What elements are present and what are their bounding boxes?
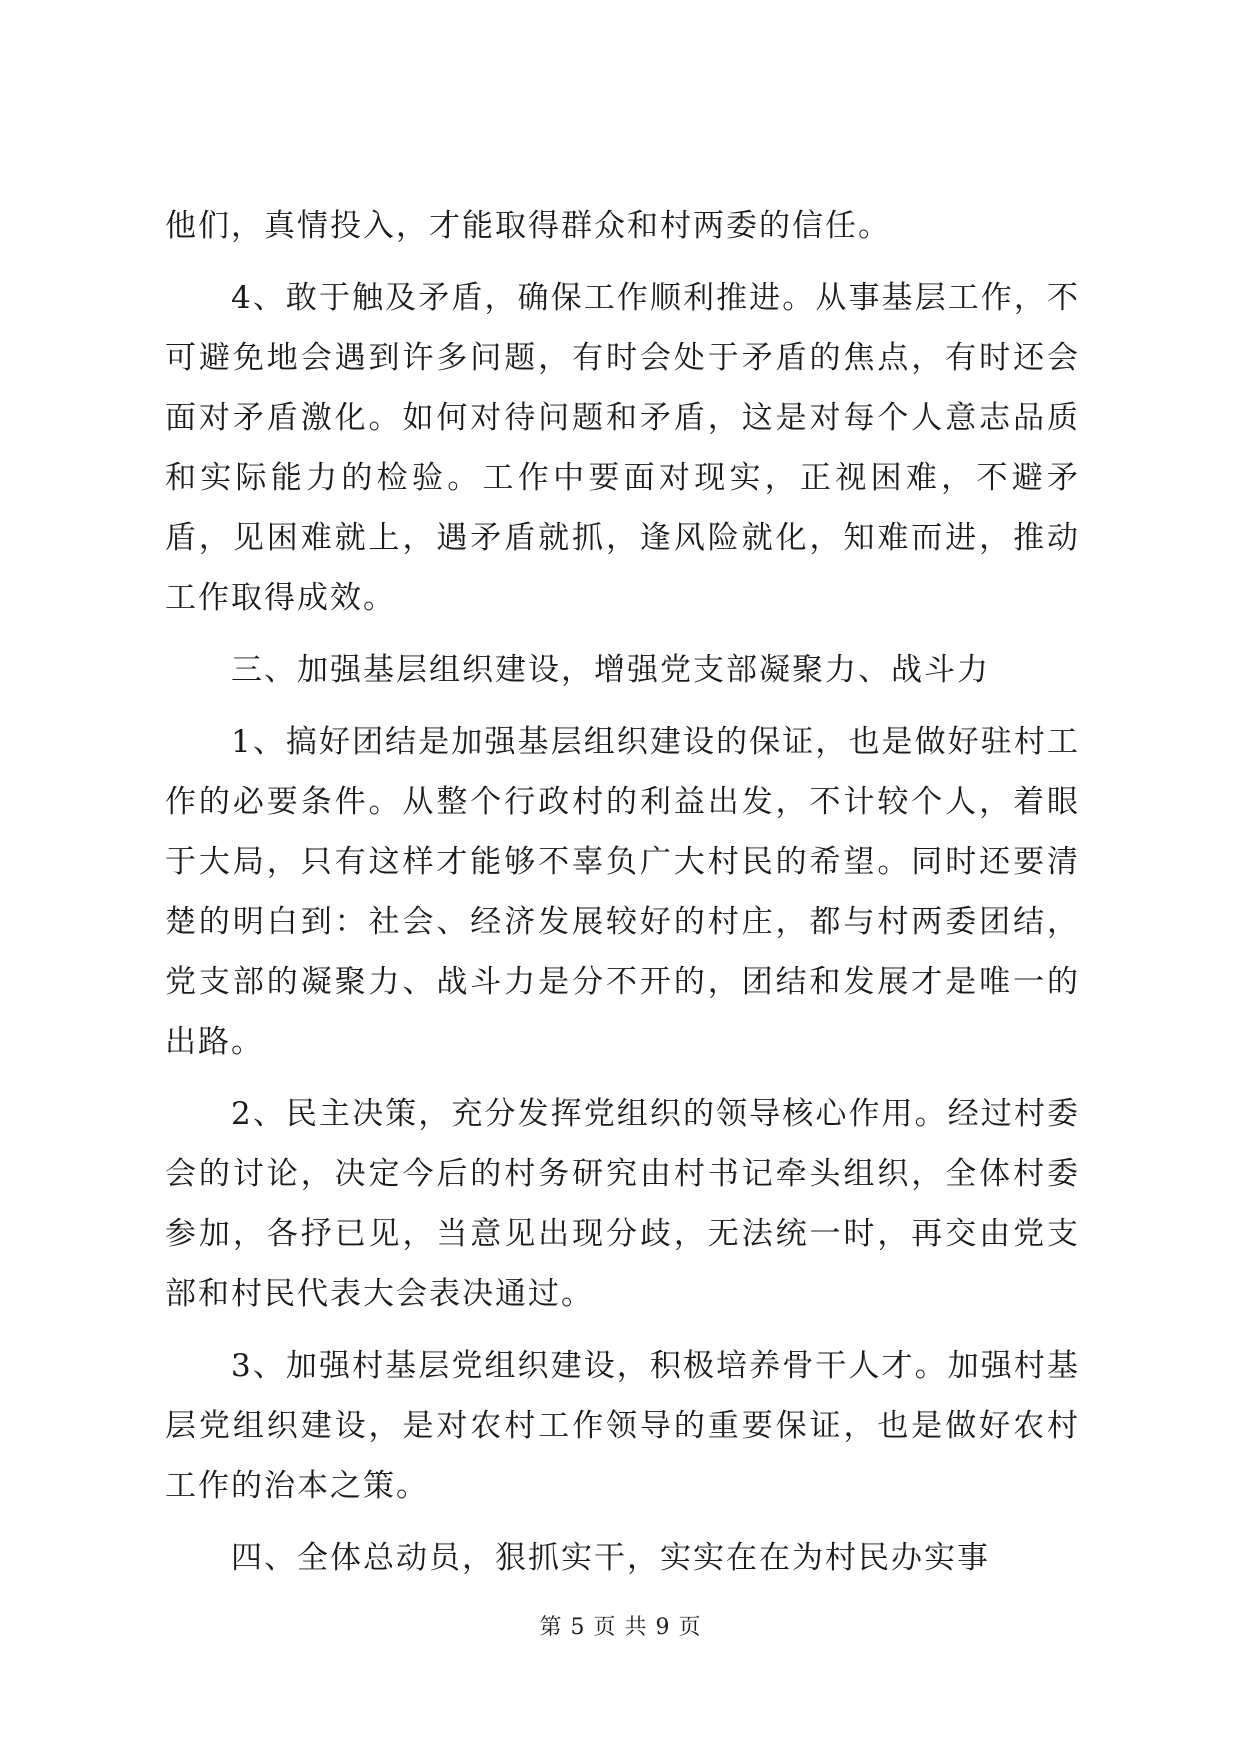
document-body [165,196,1080,1600]
paragraph-item-1: 1、搞好团结是加强基层组织建设的保证，也是做好驻村工作的必要条件。从整个行政村的利益出发，不计较个人，着眼于大局，只有这样才能够不辜负广大村民的希望。同时还要清楚的明白到：社会、经济发展较好的村庄，都与村两委团结，党支部的凝聚力、战斗力是分不开的，团结和发展才是唯一的出路。 [165,724,1080,1060]
page-number-footer: 第 5 页 共 9 页 [539,1615,702,1640]
paragraph-continuation: 他们，真情投入，才能取得群众和村两委的信任。 [165,208,891,244]
section-heading-3: 三、加强基层组织建设，增强党支部凝聚力、战斗力 [231,652,990,688]
paragraph-item-3: 3、加强村基层党组织建设，积极培养骨干人才。加强村基层党组织建设，是对农村工作领导的重要保证，也是做好农村工作的治本之策。 [165,1348,1080,1504]
paragraph-item-4: 4、敢于触及矛盾，确保工作顺利推进。从事基层工作，不可避免地会遇到许多问题，有时会处于矛盾的焦点，有时还会面对矛盾激化。如何对待问题和矛盾，这是对每个人意志品质和实际能力的检验。工作中要面对现实，正视困难，不避矛盾，见困难就上，遇矛盾就抓，逢风险就化，知难而进，推动工作取得成效。 [165,280,1080,616]
paragraph-item-2: 2、民主决策，充分发挥党组织的领导核心作用。经过村委会的讨论，决定今后的村务研究由村书记牵头组织，全体村委参加，各抒已见，当意见出现分歧，无法统一时，再交由党支部和村民代表大会表决通过。 [165,1096,1080,1312]
section-heading-4: 四、全体总动员，狠抓实干，实实在在为村民办实事 [231,1540,990,1576]
